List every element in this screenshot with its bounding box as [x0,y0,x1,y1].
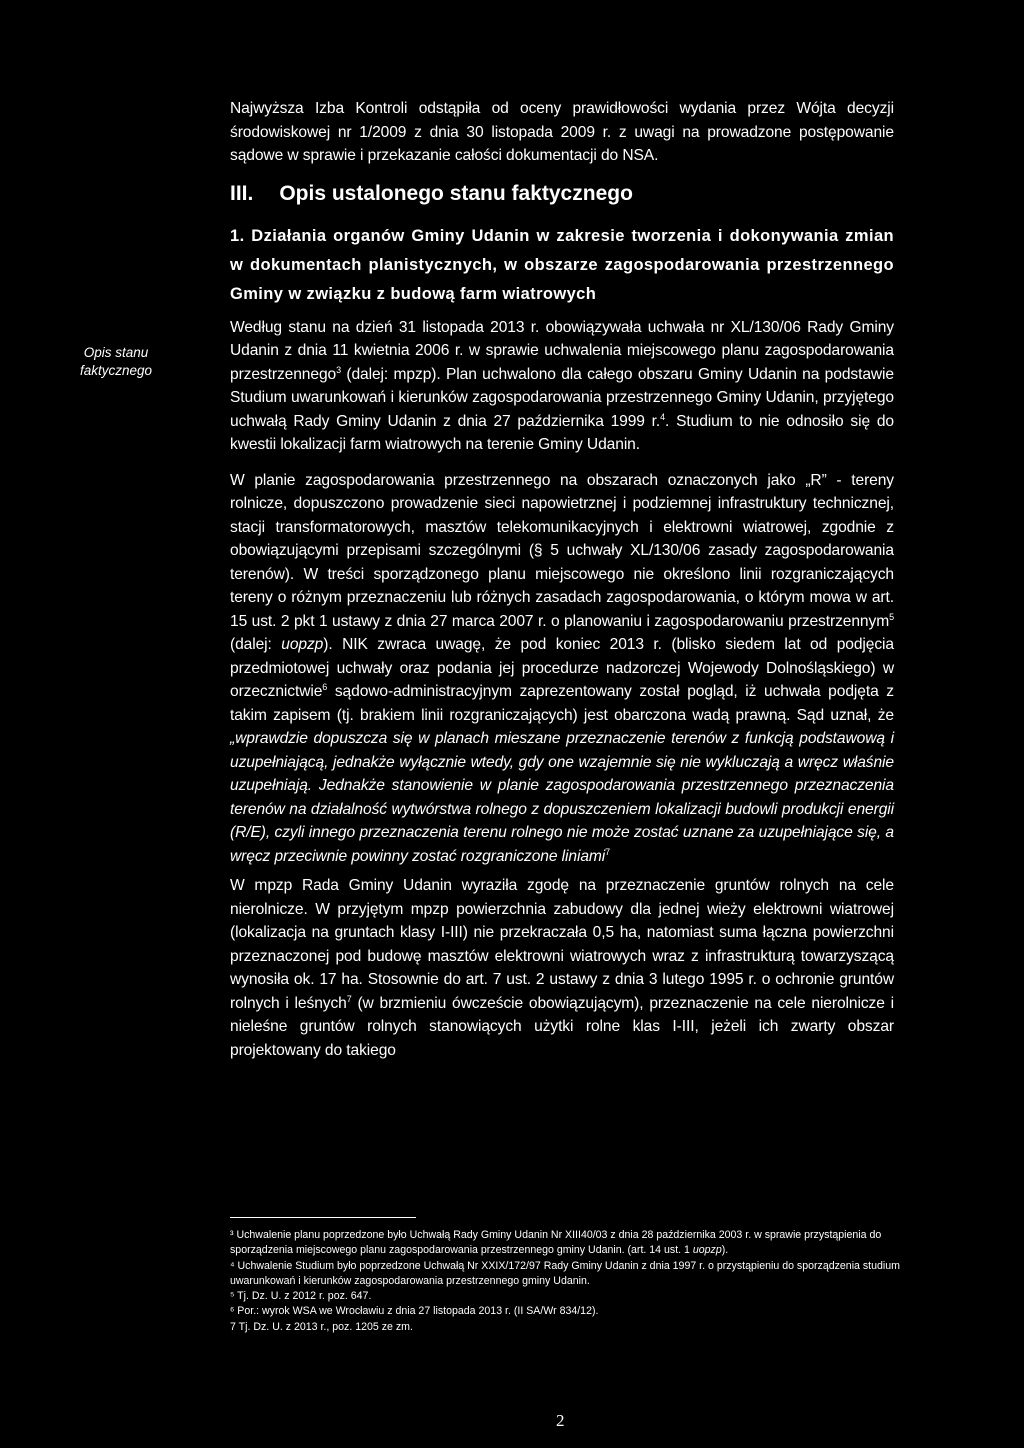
page-number: 2 [556,1411,565,1430]
margin-note: Opis stanu faktycznego [79,345,153,378]
main-content [230,97,894,1074]
para2-text-c: ). NIK zwraca uwagę, że pod koniec 2013 r. (blisko siedem lat od podjęcia przedmiotowej uchwały oraz podania jej procedurze nadzorczej Wojewody Dolnośląskiego) w orzecznictwie [230,636,894,700]
para1-text-c: . Studium to nie odnosiło się do kwestii lokalizacji farm wiatrowych na terenie Gminy Udanin. [230,412,894,453]
footnote-divider [230,1217,416,1218]
section-title: Opis ustalonego stanu faktycznego [279,181,633,205]
para2-abbrev: uopzp [281,636,324,653]
footnote-ref-3: 3 [336,364,341,375]
footnote-5: ⁵ Tj. Dz. U. z 2012 r. poz. 647. [230,1290,372,1303]
footnote-7: 7 Tj. Dz. U. z 2013 r., poz. 1205 ze zm. [230,1320,413,1333]
paragraph-1 [230,316,894,457]
footnote-ref-7b: 7 [346,993,352,1004]
section-heading [230,182,894,206]
footnote-3 [230,1228,900,1259]
footnote-ref-5: 5 [889,611,894,622]
para1-text-b: (dalej: mpzp). Plan uchwalono dla całego obszaru Gminy Udanin na podstawie Studium uwarunkowań i kierunków zagospodarowania przestrzennego Gminy Udanin, przyjętego uchwałą Rady Gminy Udanin z dnia 27 października 1999 r. [230,365,894,430]
para3-text-b: (w brzmieniu ówczeście obowiązującym), przeznaczenie na cele nierolnicze i nieleśne gruntów rolnych stanowiących użytki rolne klas I-III, jeżeli ich zwarty obszar projektowany do takiego [230,994,894,1059]
para3-text-a: W mpzp Rada Gminy Udanin wyraziła zgodę na przeznaczenie gruntów rolnych na cele nierolnicze. W przyjętym mpzp powierzchnia zabudowy dla jednej wieży elektrowni wiatrowej (lokalizacja na gruntach klasy I-III) nie przekraczała 0,5 ha, natomiast suma łączna powierzchni przeznaczonej pod budowę masztów elektrowni wiatrowych wraz z infrastrukturą towarzyszącą wynosiła ok. 17 ha. Stosownie do art. 7 ust. 2 ustawy z dnia 3 lutego 1995 r. o ochronie gruntów rolnych i leśnych [230,877,894,1012]
para2-text-d: sądowo-administracyjnym zaprezentowany został pogląd, iż uchwała podjęta z takim zapisem (tj. brakiem linii rozgraniczających) jest obarczona wadą prawną. Sąd uznał, że [230,683,894,724]
subsection-heading: 1. Działania organów Gminy Udanin w zakresie tworzenia i dokonywania zmian w dokumentach planistycznych, w obszarze zagospodarowania przestrzennego Gminy w związku z budową farm wiatrowych [230,226,894,303]
footnote-ref-4: 4 [660,411,666,422]
footnotes [230,1228,900,1335]
para1-text-a: Według stanu na dzień 31 listopada 2013 r. obowiązywała uchwała nr XL/130/06 Rady Gminy Udanin z dnia 11 kwietnia 2006 r. w sprawie uchwalenia miejscowego planu zagospodarowania przestrzennego [230,318,894,383]
paragraph-3 [230,874,894,1062]
section-number: III. [230,181,254,205]
paragraph-2 [230,469,894,869]
footnote-3-end: ). [721,1244,729,1257]
footnote-4: ⁴ Uchwalenie Studium było poprzedzone Uchwałą Nr XXIX/172/97 Rady Gminy Udanin z dnia 1997 r. o przystąpieniu do sporządzenia studium uwarunkowań i kierunków zagospodarowania przestrzennego gminy Udanin. [230,1259,900,1287]
intro-paragraph: Najwyższa Izba Kontroli odstąpiła od oceny prawidłowości wydania przez Wójta decyzji środowiskowej nr 1/2009 z dnia 30 listopada 2009 r. z uwagi na prowadzone postępowanie sądowe w sprawie i przekazanie całości dokumentacji do NSA. [230,100,894,164]
footnote-ref-7: 7 [605,846,611,857]
footnote-ref-6: 6 [322,681,328,692]
court-quote: „wprawdzie dopuszcza się w planach mieszane przeznaczenie terenów z funkcją podstawową i uzupełniającą, jednakże wyłącznie wtedy, gdy one wzajemnie się nie wykluczają a wręcz właśnie uzupełniają. Jednakże stanowienie w planie zagospodarowania przestrzennego przeznaczenia terenów na działalność wytwórstwa rolnego z dopuszczeniem lokalizacji budowli produkcji energii (R/E), czyli innego przeznaczenia terenu rolnego nie może zostać uznane za uzupełniające się, a wręcz przeciwnie powinny zostać rozgraniczone liniami [230,730,894,865]
footnote-3-abbrev: uopzp [692,1244,722,1257]
footnote-3-text: ³ Uchwalenie planu poprzedzone było Uchwałą Rady Gminy Udanin Nr XIII40/03 z dnia 28 października 2003 r. w sprawie przystąpienia do sporządzenia miejscowego planu zagospodarowania przestrzennego gminy Udanin. (art. 14 ust. 1 [230,1229,882,1257]
footnote-6: ⁶ Por.: wyrok WSA we Wrocławiu z dnia 27 listopada 2013 r. (II SA/Wr 834/12). [230,1305,599,1318]
para2-text-b: (dalej: [230,636,282,653]
para2-text-a: W planie zagospodarowania przestrzennego na obszarach oznaczonych jako „R” - tereny rolnicze, dopuszczono prowadzenie sieci napowietrznej i podziemnej infrastruktury technicznej, stacji transformatorowych, masztów telekomunikacyjnych i elektrowni wiatrowej, zgodnie z obowiązującymi przepisami szczególnymi (§ 5 uchwały XL/130/06 zasady zagospodarowania terenów). W treści sporządzonego planu miejscowego nie określono linii rozgraniczających tereny o różnym przeznaczeniu lub różnych zasadach zagospodarowania, o którym mowa w art. 15 ust. 2 pkt 1 ustawy z dnia 27 marca 2007 r. o planowaniu i zagospodarowaniu przestrzennym [230,471,894,630]
